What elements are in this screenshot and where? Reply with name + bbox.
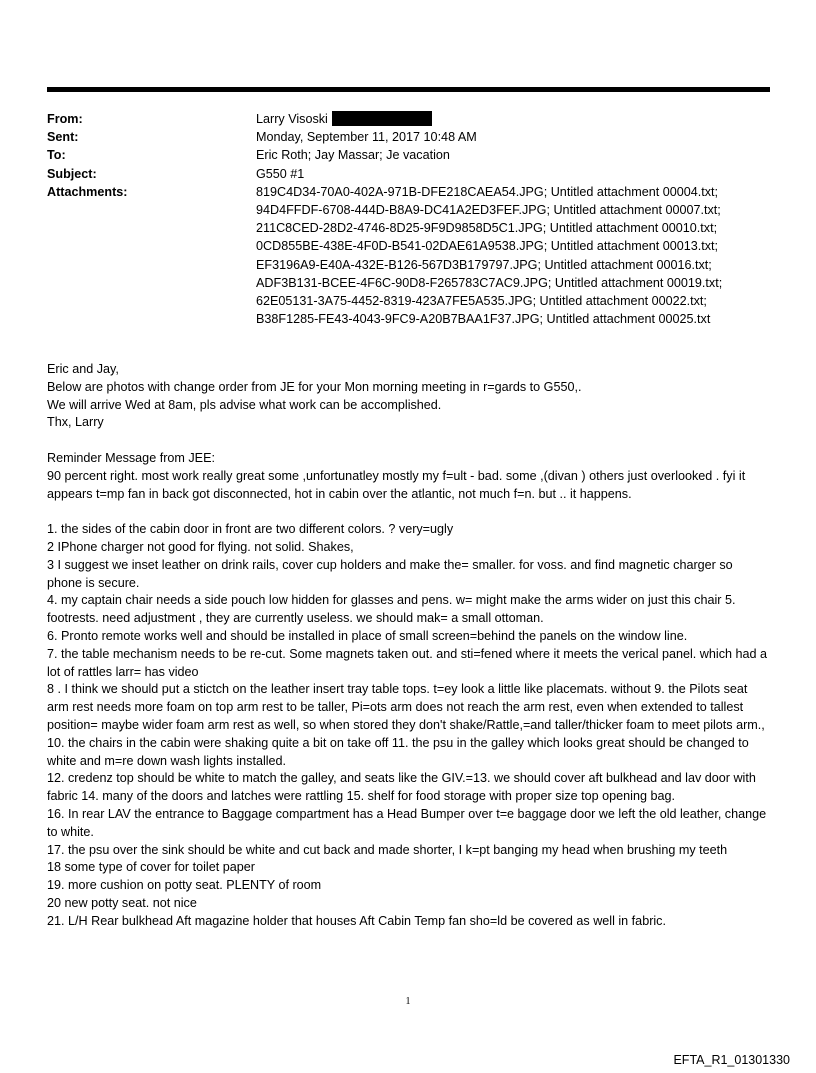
attachment-item[interactable]: ADF3B131-BCEE-4F6C-90D8-F265783C7AC9.JPG; Untitled attachment 00019.txt; (256, 275, 723, 290)
signoff: Thx, Larry (47, 415, 104, 430)
reminder-title: Reminder Message from JEE: (47, 450, 215, 465)
spacer (47, 432, 771, 450)
intro-line: We will arrive Wed at 8am, pls advise what work can be accomplished. (47, 397, 442, 412)
from-label: From: (47, 112, 83, 126)
to-value: Eric Roth; Jay Massar; Je vacation (256, 148, 450, 163)
list-item: 16. In rear LAV the entrance to Baggage compartment has a Head Bumper over t=e baggage door we left the old leather, change to white. (47, 806, 767, 839)
from-row (47, 110, 770, 128)
attachment-item[interactable]: 62E05131-3A75-4452-8319-423A7FE5A535.JPG; Untitled attachment 00022.txt; (256, 294, 707, 309)
attachment-item[interactable]: 211C8CED-28D2-4746-8D25-9F9D9858D5C1.JPG; Untitled attachment 00010.txt; (256, 221, 718, 236)
subject-value: G550 #1 (256, 166, 305, 181)
spacer (47, 503, 771, 521)
header-rule (47, 87, 770, 92)
page-number: 1 (405, 996, 411, 1007)
intro-line: Below are photos with change order from JE for your Mon morning meeting in r=gards to G550,. (47, 379, 582, 394)
reminder-text: 90 percent right. most work really great some ,unfortunatley mostly my f=ult - bad. some ,(divan ) others just overlooked . fyi it appears t=mp fan in back got disconnected, hot in cabin over the atlantic, not much f=n. but .. it happens. (47, 468, 746, 501)
email-body (47, 361, 771, 931)
list-item: 7. the table mechanism needs to be re-cut. Some magnets taken out. and sti=fened where it meets the verical panel. which had a lot of rattles larr= has video (47, 646, 768, 679)
list-item: 21. L/H Rear bulkhead Aft magazine holder that houses Aft Cabin Temp fan sho=ld be covered as well in fabric. (47, 913, 666, 928)
attachments-list (256, 183, 770, 329)
sent-label: Sent: (47, 130, 79, 145)
attachment-item[interactable]: 94D4FFDF-6708-444D-B8A9-DC41A2ED3FEF.JPG; Untitled attachment 00007.txt; (256, 203, 721, 218)
list-item: 18 some type of cover for toilet paper (47, 860, 255, 875)
list-item: 4. my captain chair needs a side pouch low hidden for glasses and pens. w= might make the arms wider on just this chair 5. footrests. need adjustment , they are currently useless. we should mak= a small ottoman. (47, 593, 736, 626)
sent-value: Monday, September 11, 2017 10:48 AM (256, 130, 477, 145)
attachment-item[interactable]: 0CD855BE-438E-4F0D-B541-02DAE61A9538.JPG; Untitled attachment 00013.txt; (256, 239, 719, 254)
attachment-item[interactable]: B38F1285-FE43-4043-9FC9-A20B7BAA1F37.JPG; Untitled attachment 00025.txt (256, 312, 711, 327)
subject-label: Subject: (47, 166, 97, 181)
list-item: 12. credenz top should be white to match the galley, and seats like the GIV.=13. we should cover aft bulkhead and lav door with fabric 14. many of the doors and latches were rattling 15. shelf for food storage with proper size top opening bag. (47, 771, 756, 804)
list-item: 2 IPhone charger not good for flying. not solid. Shakes, (47, 539, 354, 554)
list-item: 17. the psu over the sink should be white and cut back and made shorter, I k=pt banging my head when brushing my teeth (47, 842, 728, 857)
email-header (47, 110, 770, 328)
attachment-item[interactable]: 819C4D34-70A0-402A-971B-DFE218CAEA54.JPG; Untitled attachment 00004.txt; (256, 184, 719, 199)
list-item: 19. more cushion on potty seat. PLENTY of room (47, 878, 322, 893)
to-row (47, 146, 770, 164)
list-item: 20 new potty seat. not nice (47, 895, 197, 910)
to-label: To: (47, 148, 66, 163)
redaction-block (332, 111, 432, 126)
sent-row (47, 128, 770, 146)
list-item: 8 . I think we should put a stictch on the leather insert tray table tops. t=ey look a little like placemats. without 9. the Pilots seat arm rest needs more foam on top arm rest to be taller, Pi=ots arm does not reach the arm rest, even when extended to tallest position= maybe wider foam arm rest as well, so when stored they don't shake/Rattle,=and taller/thicker foam to meet pilots arm., 10. the chairs in the cabin were shaking quite a bit on take off 11. the psu in the galley which looks great should be changed to white and m=re down wash lights installed. (47, 682, 765, 768)
attachments-label: Attachments: (47, 184, 128, 199)
from-name: Larry Visoski (256, 112, 328, 126)
change-list (47, 521, 771, 930)
attachments-row (47, 183, 770, 329)
document-id: EFTA_R1_01301330 (673, 1053, 790, 1067)
list-item: 1. the sides of the cabin door in front are two different colors. ? very=ugly (47, 522, 454, 537)
list-item: 6. Pronto remote works well and should be installed in place of small screen=behind the panels on the window line. (47, 628, 688, 643)
from-value (256, 110, 770, 128)
list-item: 3 I suggest we inset leather on drink rails, cover cup holders and make the= smaller. for voss. and find magnetic charger so phone is secure. (47, 557, 733, 590)
attachment-item[interactable]: EF3196A9-E40A-432E-B126-567D3B179797.JPG; Untitled attachment 00016.txt; (256, 257, 712, 272)
greeting: Eric and Jay, (47, 362, 119, 376)
subject-row (47, 165, 770, 183)
